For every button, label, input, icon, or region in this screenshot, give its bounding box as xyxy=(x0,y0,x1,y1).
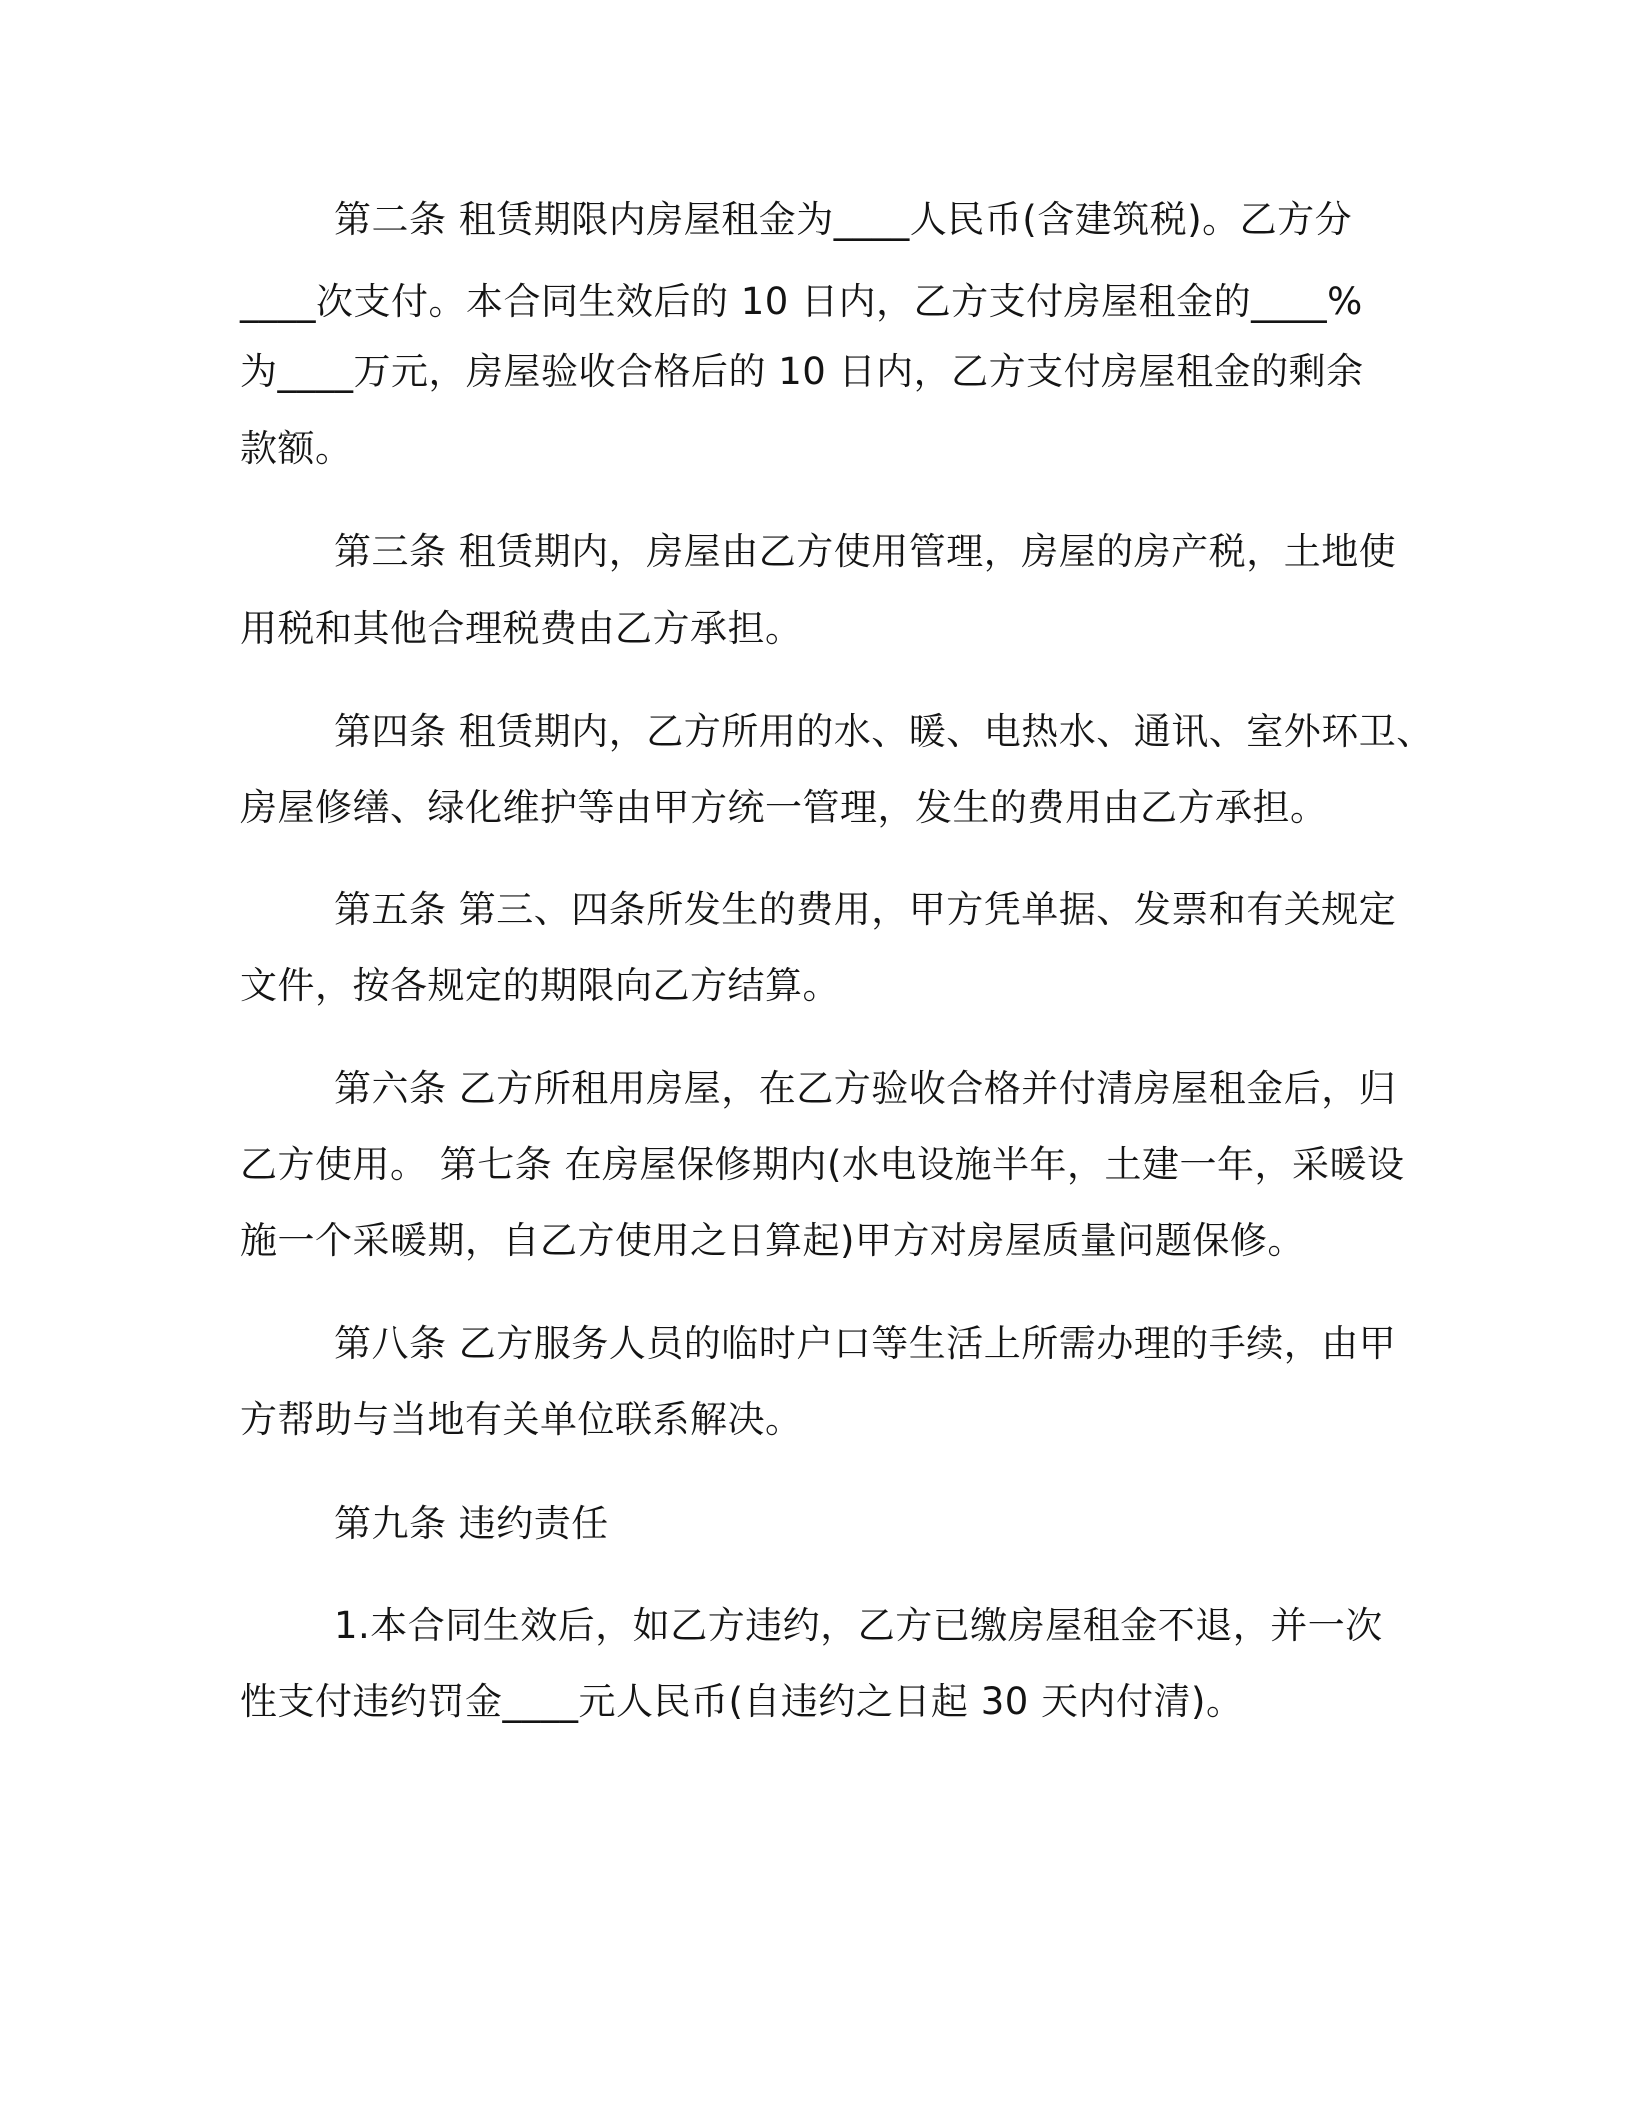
article-2-line-3: 为____万元，房屋验收合格后的 10 日内，乙方支付房屋租金的剩余 xyxy=(240,350,1364,393)
article-5-line-1: 第五条 第三、四条所发生的费用，甲方凭单据、发票和有关规定 xyxy=(334,888,1397,931)
article-5-line-2: 文件，按各规定的期限向乙方结算。 xyxy=(240,964,840,1007)
article-6-7-line-2: 乙方使用。 第七条 在房屋保修期内(水电设施半年，土建一年，采暖设 xyxy=(240,1143,1405,1186)
article-3-line-2: 用税和其他合理税费由乙方承担。 xyxy=(240,607,803,650)
article-2-line-2: ____次支付。本合同生效后的 10 日内，乙方支付房屋租金的____% xyxy=(240,280,1363,323)
clause-9-1-line-2: 性支付违约罚金____元人民币(自违约之日起 30 天内付清)。 xyxy=(240,1680,1244,1723)
article-4-line-1: 第四条 租赁期内，乙方所用的水、暖、电热水、通讯、室外环卫、 xyxy=(334,710,1434,753)
article-7-line-3: 施一个采暖期，自乙方使用之日算起)甲方对房屋质量问题保修。 xyxy=(240,1219,1305,1262)
article-9-heading: 第九条 违约责任 xyxy=(334,1502,609,1545)
article-4-line-2: 房屋修缮、绿化维护等由甲方统一管理，发生的费用由乙方承担。 xyxy=(240,786,1328,829)
article-2-line-4: 款额。 xyxy=(240,427,353,470)
clause-9-1-line-1: 1.本合同生效后，如乙方违约，乙方已缴房屋租金不退，并一次 xyxy=(334,1604,1383,1647)
article-2-line-1: 第二条 租赁期限内房屋租金为____人民币(含建筑税)。乙方分 xyxy=(334,198,1353,241)
article-3-line-1: 第三条 租赁期内，房屋由乙方使用管理，房屋的房产税，土地使 xyxy=(334,530,1397,573)
article-6-line-1: 第六条 乙方所租用房屋，在乙方验收合格并付清房屋租金后，归 xyxy=(334,1067,1397,1110)
article-8-line-2: 方帮助与当地有关单位联系解决。 xyxy=(240,1398,803,1441)
article-8-line-1: 第八条 乙方服务人员的临时户口等生活上所需办理的手续，由甲 xyxy=(334,1322,1397,1365)
